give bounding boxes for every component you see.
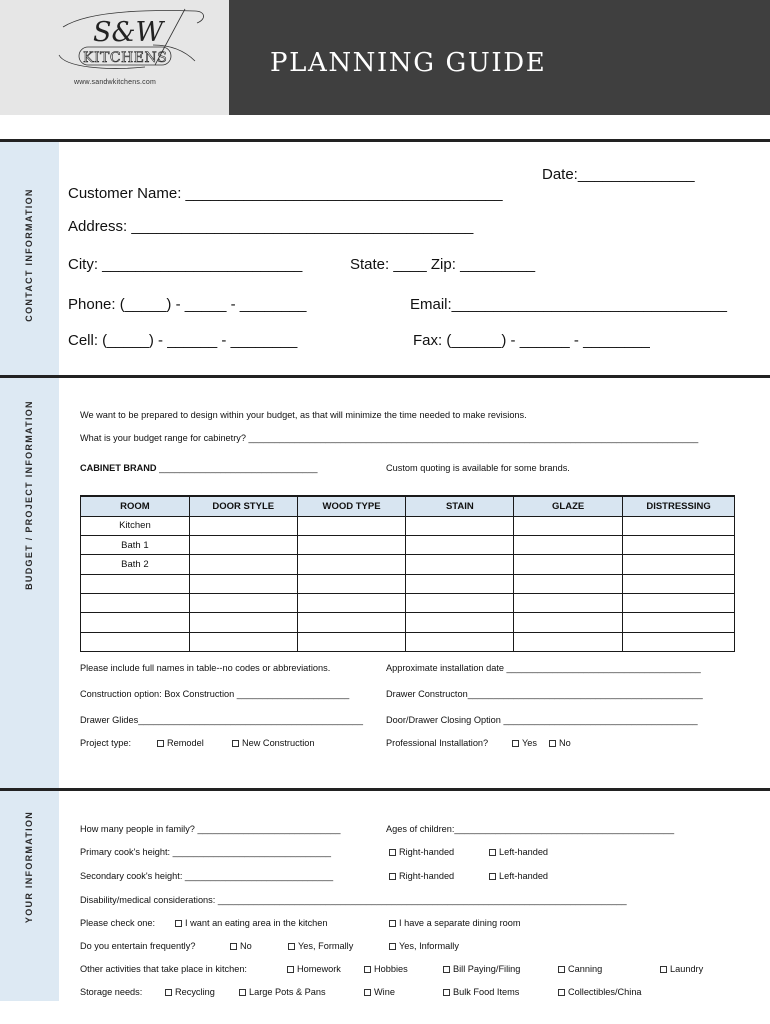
checkbox-icon — [364, 989, 371, 996]
storage-label: Storage needs: — [80, 987, 143, 997]
pro-install-yes-checkbox[interactable]: Yes — [512, 738, 537, 748]
table-cell[interactable] — [297, 535, 406, 554]
table-cell[interactable] — [406, 516, 514, 535]
closing-option-field[interactable]: Door/Drawer Closing Option ______________________________________ — [386, 715, 698, 725]
children-ages-field[interactable]: Ages of children:___________________________________________ — [386, 824, 675, 834]
checkbox-icon — [660, 966, 667, 973]
pots-pans-checkbox[interactable]: Large Pots & Pans — [239, 987, 326, 997]
primary-cook-height-field[interactable]: Primary cook's height: _______________________________ — [80, 847, 332, 857]
checkbox-icon — [364, 966, 371, 973]
checkbox-icon — [232, 740, 239, 747]
state-zip-field[interactable]: State: ____ Zip: _________ — [350, 256, 536, 273]
table-row — [81, 613, 735, 632]
col-distressing: DISTRESSING — [623, 496, 735, 516]
table-cell[interactable] — [189, 555, 297, 574]
secondary-right-handed-checkbox[interactable]: Right-handed — [389, 871, 454, 881]
remodel-checkbox[interactable]: Remodel — [157, 738, 204, 748]
secondary-left-handed-checkbox[interactable]: Left-handed — [489, 871, 548, 881]
col-glaze: GLAZE — [514, 496, 623, 516]
budget-intro: We want to be prepared to design within your budget, as that will minimize the time needed to make revisions. — [80, 410, 527, 420]
table-cell[interactable] — [514, 594, 623, 613]
checkbox-icon — [175, 920, 182, 927]
table-cell[interactable] — [623, 555, 735, 574]
table-cell[interactable] — [514, 574, 623, 593]
checkbox-icon — [287, 966, 294, 973]
room-cell: Kitchen — [81, 516, 190, 535]
homework-checkbox[interactable]: Homework — [287, 964, 341, 974]
table-cell[interactable] — [297, 574, 406, 593]
table-cell[interactable] — [189, 594, 297, 613]
table-cell[interactable] — [514, 632, 623, 651]
logo-sub: KITCHENS — [83, 50, 168, 66]
entertain-formally-checkbox[interactable]: Yes, Formally — [288, 941, 353, 951]
room-table — [80, 495, 735, 652]
table-cell[interactable] — [297, 516, 406, 535]
laundry-checkbox[interactable]: Laundry — [660, 964, 703, 974]
drawer-construction-field[interactable]: Drawer Constructon______________________________________________ — [386, 689, 703, 699]
col-room: ROOM — [81, 496, 190, 516]
checkbox-icon — [389, 920, 396, 927]
table-cell[interactable] — [406, 555, 514, 574]
table-cell[interactable] — [189, 535, 297, 554]
dining-room-checkbox[interactable]: I have a separate dining room — [389, 918, 521, 928]
checkbox-icon — [389, 873, 396, 880]
pro-install-label: Professional Installation? — [386, 738, 489, 748]
disability-field[interactable]: Disability/medical considerations: ________________________________________________________________________________ — [80, 895, 627, 905]
table-cell[interactable] — [406, 632, 514, 651]
eating-area-checkbox[interactable]: I want an eating area in the kitchen — [175, 918, 328, 928]
table-cell[interactable] — [514, 555, 623, 574]
checkbox-icon — [239, 989, 246, 996]
table-row — [81, 574, 735, 593]
checkbox-icon — [489, 849, 496, 856]
table-cell[interactable] — [623, 594, 735, 613]
install-date-field[interactable]: Approximate installation date ______________________________________ — [386, 663, 701, 673]
wine-checkbox[interactable]: Wine — [364, 987, 395, 997]
checkbox-icon — [558, 966, 565, 973]
cell-field[interactable]: Cell: (_____) - ______ - ________ — [68, 332, 298, 349]
table-cell[interactable] — [406, 594, 514, 613]
bulk-food-checkbox[interactable]: Bulk Food Items — [443, 987, 519, 997]
table-cell[interactable] — [623, 574, 735, 593]
table-cell[interactable] — [297, 555, 406, 574]
address-field[interactable]: Address: _________________________________________ — [68, 218, 474, 235]
checkbox-icon — [558, 989, 565, 996]
secondary-cook-height-field[interactable]: Secondary cook's height: _____________________________ — [80, 871, 334, 881]
room-cell[interactable] — [81, 632, 190, 651]
table-row — [81, 594, 735, 613]
table-cell[interactable] — [623, 613, 735, 632]
table-cell[interactable] — [297, 594, 406, 613]
city-field[interactable]: City: ________________________ — [68, 256, 303, 273]
checkbox-icon — [489, 873, 496, 880]
entertain-informally-checkbox[interactable]: Yes, Informally — [389, 941, 459, 951]
col-door-style: DOOR STYLE — [189, 496, 297, 516]
table-row — [81, 535, 735, 554]
table-cell[interactable] — [297, 613, 406, 632]
email-field[interactable]: Email:_________________________________ — [410, 296, 727, 313]
section-divider — [0, 139, 770, 142]
logo-url: www.sandwkitchens.com — [74, 79, 157, 86]
table-row — [81, 555, 735, 574]
budget-section-label: BUDGET / PROJECT INFORMATION — [24, 400, 34, 590]
brand-note: Custom quoting is available for some brands. — [386, 463, 570, 473]
room-cell: Bath 2 — [81, 555, 190, 574]
room-cell[interactable] — [81, 574, 190, 593]
recycling-checkbox[interactable]: Recycling — [165, 987, 215, 997]
family-count-field[interactable]: How many people in family? ____________________________ — [80, 824, 341, 834]
new-construction-checkbox[interactable]: New Construction — [232, 738, 315, 748]
checkbox-icon — [157, 740, 164, 747]
table-row — [81, 516, 735, 535]
table-cell[interactable] — [297, 632, 406, 651]
table-cell[interactable] — [189, 574, 297, 593]
contact-section-label: CONTACT INFORMATION — [24, 188, 34, 322]
table-cell[interactable] — [623, 535, 735, 554]
table-cell[interactable] — [514, 613, 623, 632]
names-note: Please include full names in table--no codes or abbreviations. — [80, 663, 331, 673]
table-cell[interactable] — [189, 613, 297, 632]
primary-right-handed-checkbox[interactable]: Right-handed — [389, 847, 454, 857]
cabinet-brand-line: _______________________________ — [156, 463, 318, 473]
section-divider — [0, 375, 770, 378]
customer-name-field[interactable]: Customer Name: ______________________________________ — [68, 185, 503, 202]
checkbox-icon — [389, 849, 396, 856]
checkbox-icon — [549, 740, 556, 747]
room-cell: Bath 1 — [81, 535, 190, 554]
page-title: PLANNING GUIDE — [270, 48, 547, 78]
logo-text: S&W — [93, 17, 164, 48]
budget-range-field[interactable]: What is your budget range for cabinetry? ________________________________________________________________________________________ — [80, 433, 699, 443]
checkbox-icon — [443, 966, 450, 973]
checkbox-icon — [512, 740, 519, 747]
bill-paying-checkbox[interactable]: Bill Paying/Filing — [443, 964, 520, 974]
date-field[interactable]: Date:______________ — [542, 166, 695, 183]
hobbies-checkbox[interactable]: Hobbies — [364, 964, 408, 974]
cabinet-brand-label: CABINET BRAND — [80, 463, 157, 473]
table-cell[interactable] — [623, 516, 735, 535]
section-divider — [0, 788, 770, 791]
canning-checkbox[interactable]: Canning — [558, 964, 602, 974]
primary-left-handed-checkbox[interactable]: Left-handed — [489, 847, 548, 857]
table-cell[interactable] — [623, 632, 735, 651]
entertain-label: Do you entertain frequently? — [80, 941, 196, 951]
room-cell[interactable] — [81, 594, 190, 613]
room-cell[interactable] — [81, 613, 190, 632]
table-cell[interactable] — [406, 613, 514, 632]
col-stain: STAIN — [406, 496, 514, 516]
check-one-label: Please check one: — [80, 918, 156, 928]
table-cell[interactable] — [514, 535, 623, 554]
other-activities-label: Other activities that take place in kitchen: — [80, 964, 247, 974]
table-cell[interactable] — [189, 516, 297, 535]
table-cell[interactable] — [406, 535, 514, 554]
table-cell[interactable] — [189, 632, 297, 651]
pro-install-no-checkbox[interactable]: No — [549, 738, 571, 748]
table-cell[interactable] — [514, 516, 623, 535]
project-type-label: Project type: — [80, 738, 132, 748]
checkbox-icon — [389, 943, 396, 950]
fax-field[interactable]: Fax: (______) - ______ - ________ — [413, 332, 650, 349]
your-info-section-label: YOUR INFORMATION — [24, 810, 34, 924]
checkbox-icon — [230, 943, 237, 950]
collectibles-checkbox[interactable]: Collectibles/China — [558, 987, 642, 997]
phone-field[interactable]: Phone: (_____) - _____ - ________ — [68, 296, 307, 313]
table-row — [81, 632, 735, 651]
box-construction-field[interactable]: Construction option: Box Construction ______________________ — [80, 689, 350, 699]
table-header-row — [81, 496, 735, 516]
checkbox-icon — [443, 989, 450, 996]
drawer-glides-field[interactable]: Drawer Glides____________________________________________ — [80, 715, 364, 725]
entertain-no-checkbox[interactable]: No — [230, 941, 252, 951]
checkbox-icon — [165, 989, 172, 996]
table-cell[interactable] — [406, 574, 514, 593]
checkbox-icon — [288, 943, 295, 950]
cabinet-brand-field[interactable] — [80, 463, 318, 473]
col-wood-type: WOOD TYPE — [297, 496, 406, 516]
